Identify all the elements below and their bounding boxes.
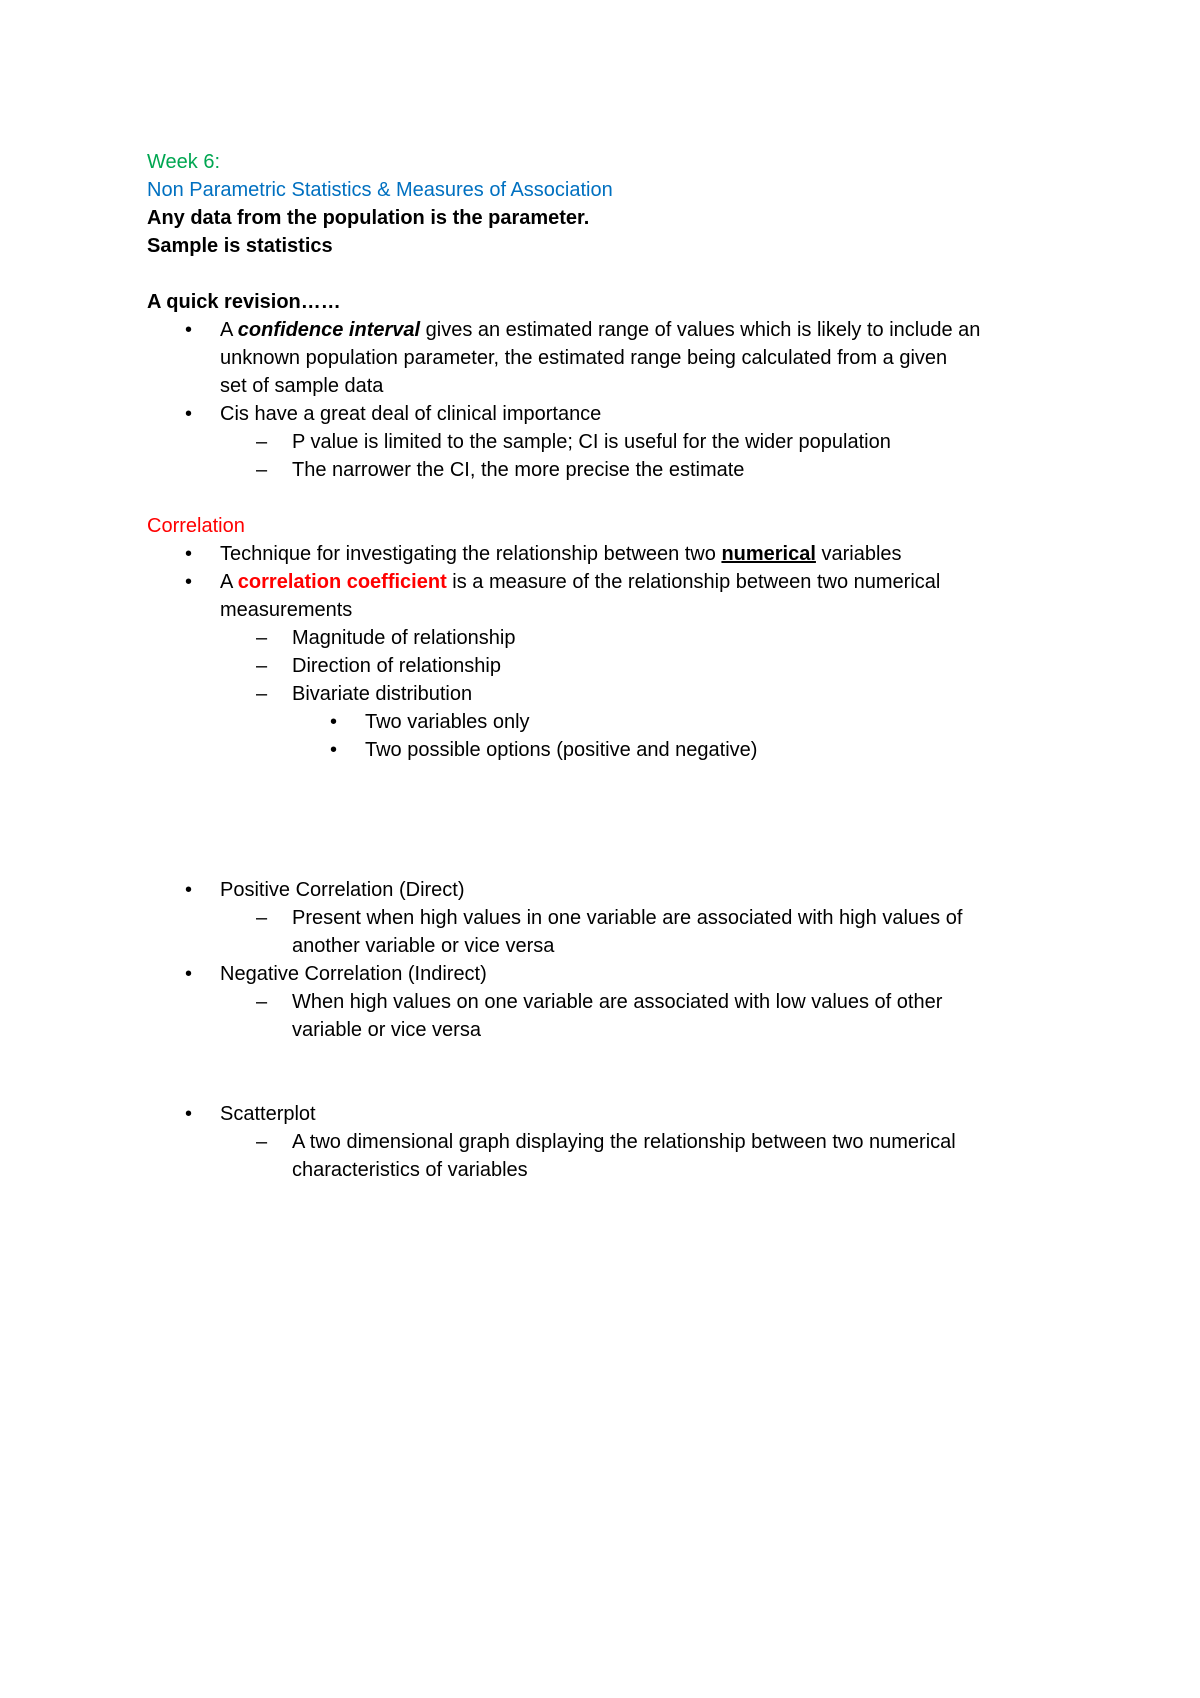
bullet-icon: •	[185, 879, 193, 901]
bullet-icon: •	[330, 739, 338, 761]
bullet-icon: •	[185, 571, 193, 593]
direction-item: Direction of relationship	[292, 655, 501, 677]
two-options-item: Two possible options (positive and negative)	[365, 739, 758, 761]
p-value-note: P value is limited to the sample; CI is useful for the wider population	[292, 431, 891, 453]
positive-correlation: Positive Correlation (Direct)	[220, 879, 465, 901]
revision-heading: A quick revision……	[147, 291, 341, 313]
bullet-icon: •	[185, 319, 193, 341]
ci-pre: A	[220, 319, 238, 341]
positive-def-line-1: Present when high values in one variable are associated with high values of	[292, 907, 963, 929]
bullet-icon: •	[185, 403, 193, 425]
ci-definition-line-2: unknown population parameter, the estimated range being calculated from a given	[220, 347, 948, 369]
ci-definition	[220, 316, 980, 344]
coef-pre: A	[220, 571, 238, 593]
technique-pre: Technique for investigating the relationship between two	[220, 543, 722, 565]
scatterplot-def-line-2: characteristics of variables	[292, 1159, 528, 1181]
numerical-term: numerical	[721, 543, 816, 565]
magnitude-item: Magnitude of relationship	[292, 627, 516, 649]
correlation-technique	[220, 540, 902, 568]
coef-term: correlation coefficient	[237, 571, 447, 593]
dash-icon: –	[256, 431, 268, 453]
two-variables-item: Two variables only	[365, 711, 530, 733]
ci-definition-line-3: set of sample data	[220, 375, 384, 397]
negative-def-line-1: When high values on one variable are associated with low values of other	[292, 991, 943, 1013]
dash-icon: –	[256, 991, 268, 1013]
intro-line-2: Sample is statistics	[147, 235, 333, 257]
coef-post: is a measure of the relationship between two numerical	[446, 571, 941, 593]
dash-icon: –	[256, 459, 268, 481]
bullet-icon: •	[185, 963, 193, 985]
scatterplot-item: Scatterplot	[220, 1103, 316, 1125]
negative-correlation: Negative Correlation (Indirect)	[220, 963, 487, 985]
topic-heading: Non Parametric Statistics & Measures of Association	[147, 179, 613, 201]
negative-def-line-2: variable or vice versa	[292, 1019, 481, 1041]
bullet-icon: •	[330, 711, 338, 733]
intro-line-1: Any data from the population is the parameter.	[147, 207, 590, 229]
dash-icon: –	[256, 655, 268, 677]
bivariate-item: Bivariate distribution	[292, 683, 473, 705]
dash-icon: –	[256, 907, 268, 929]
ci-post: gives an estimated range of values which is likely to include an	[420, 319, 981, 341]
dash-icon: –	[256, 1131, 268, 1153]
coef-def-line-2: measurements	[220, 599, 353, 621]
week-heading: Week 6:	[147, 151, 220, 173]
correlation-coefficient-def	[220, 568, 940, 596]
bullet-icon: •	[185, 543, 193, 565]
correlation-heading: Correlation	[147, 515, 245, 537]
cis-importance: Cis have a great deal of clinical importance	[220, 403, 602, 425]
dash-icon: –	[256, 627, 268, 649]
bullet-icon: •	[185, 1103, 193, 1125]
ci-precision-note: The narrower the CI, the more precise the estimate	[292, 459, 745, 481]
technique-post: variables	[815, 543, 902, 565]
ci-term: confidence interval	[237, 319, 421, 341]
positive-def-line-2: another variable or vice versa	[292, 935, 555, 957]
scatterplot-def-line-1: A two dimensional graph displaying the relationship between two numerical	[292, 1131, 956, 1153]
dash-icon: –	[256, 683, 268, 705]
